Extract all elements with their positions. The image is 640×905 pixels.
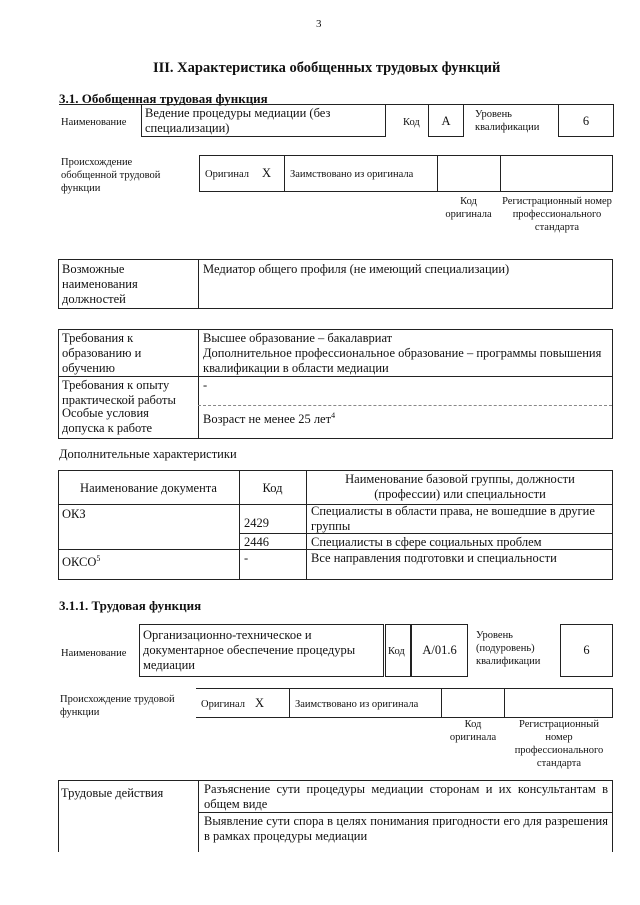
tf-action-2: Выявление сути спора в целях понимания пригодности его для разрешения в рамках процедуры медиации — [204, 814, 608, 843]
tf-code-value: А/01.6 — [422, 643, 457, 657]
additional-div2 — [306, 470, 307, 580]
gtf-code-value: А — [441, 114, 451, 128]
additional-col-name: Наименование базовой группы, должности (профессии) или специальности — [345, 472, 575, 501]
gtf-original-label: Оригинал — [205, 169, 249, 180]
gtf-edu-label: Требования к образованию и обучению — [62, 331, 142, 375]
tf-origin-div3 — [504, 688, 505, 718]
tf-borrowed-label: Заимствовано из оригинала — [295, 699, 419, 710]
tf-origin-div1 — [289, 688, 290, 718]
gtf-name-label: Наименование — [61, 117, 127, 128]
tf-original-mark: X — [255, 696, 265, 710]
gtf-code-label: Код — [403, 117, 420, 128]
section-title: III. Характеристика обобщенных трудовых функций — [153, 60, 501, 76]
tf-name-value: Организационно-техническое и документарное обеспечение процедуры медиации — [143, 628, 356, 672]
table-row-1-name: Специалисты в области права, не вошедшие в другие группы — [311, 504, 595, 533]
table-row-3-name: Все направления подготовки и специальности — [311, 551, 557, 565]
tf-name-label: Наименование — [61, 648, 127, 659]
table-row-3-footnote: 5 — [96, 554, 101, 563]
table-row-2-code: 2446 — [244, 535, 269, 549]
gtf-special-value-wrap — [203, 408, 335, 427]
additional-heading: Дополнительные характеристики — [59, 447, 237, 461]
gtf-edu-line2: Дополнительное профессиональное образование – программы повышения квалификации в области медиации — [203, 346, 602, 375]
table-row-3-doc-wrap — [62, 551, 100, 570]
tf-code-original-label: Код оригинала — [449, 719, 497, 743]
table-row-3-doc: ОКСО — [62, 555, 97, 570]
tf-reg-number-label: Регистрационный номер профессионального стандарта — [514, 719, 604, 769]
gtf-origin-div1 — [284, 155, 285, 192]
gtf-reg-number-label: Регистрационный номер профессионального стандарта — [502, 196, 612, 233]
gtf-exp-value: - — [203, 378, 208, 392]
gtf-origin-div3 — [500, 155, 501, 192]
gtf-origin-label: Происхождение обобщенной трудовой функции — [61, 157, 161, 194]
gtf-special-value: Возраст не менее 25 лет — [203, 412, 332, 427]
gtf-heading: 3.1. Обобщенная трудовая функция — [59, 91, 268, 106]
gtf-req-row-line1 — [58, 376, 613, 377]
tf-origin-label: Происхождение трудовой функции — [60, 694, 175, 718]
page-number: 3 — [316, 18, 322, 30]
gtf-level-label: Уровень квалификации — [475, 109, 540, 133]
gtf-req-dotted — [198, 405, 612, 406]
gtf-original-mark: X — [262, 166, 272, 180]
tf-origin-div2 — [441, 688, 442, 718]
tf-actions-label: Трудовые действия — [61, 786, 164, 800]
gtf-borrowed-label: Заимствовано из оригинала — [290, 169, 414, 180]
tf-level-label: Уровень (подуровень) квалификации — [476, 630, 541, 667]
additional-col-doc: Наименование документа — [80, 481, 217, 495]
gtf-name-value: Ведение процедуры медиации (без специализации) — [145, 106, 331, 135]
gtf-exp-label: Требования к опыту практической работы — [62, 378, 176, 407]
table-row-3-code: - — [244, 551, 249, 565]
table-row-2-name: Специалисты в сфере социальных проблем — [311, 535, 542, 549]
tf-code-label: Код — [388, 646, 405, 657]
gtf-level-value: 6 — [582, 114, 590, 128]
gtf-origin-div2 — [437, 155, 438, 192]
gtf-positions-value: Медиатор общего профиля (не имеющий специализации) — [203, 262, 510, 276]
tf-actions-div — [198, 780, 199, 852]
gtf-positions-div — [198, 259, 199, 309]
tf-original-label: Оригинал — [201, 699, 245, 710]
gtf-special-label: Особые условия допуска к работе — [62, 406, 153, 435]
table-row-1-doc: ОКЗ — [62, 507, 86, 521]
table-row-1-code: 2429 — [244, 516, 269, 530]
gtf-req-div — [198, 329, 199, 439]
tf-level-value: 6 — [583, 643, 590, 657]
tf-action-1: Разъяснение сути процедуры медиации сторонам и их консультантам в общем виде — [204, 782, 608, 811]
tf-heading: 3.1.1. Трудовая функция — [59, 598, 202, 613]
gtf-special-footnote: 4 — [331, 411, 336, 420]
tf-actions-row-line — [198, 812, 613, 813]
gtf-code-original-label: Код оригинала — [445, 196, 492, 220]
additional-col-code: Код — [262, 481, 283, 495]
gtf-edu-line1: Высшее образование – бакалавриат — [203, 331, 393, 345]
gtf-positions-label: Возможные наименования должностей — [62, 262, 138, 306]
